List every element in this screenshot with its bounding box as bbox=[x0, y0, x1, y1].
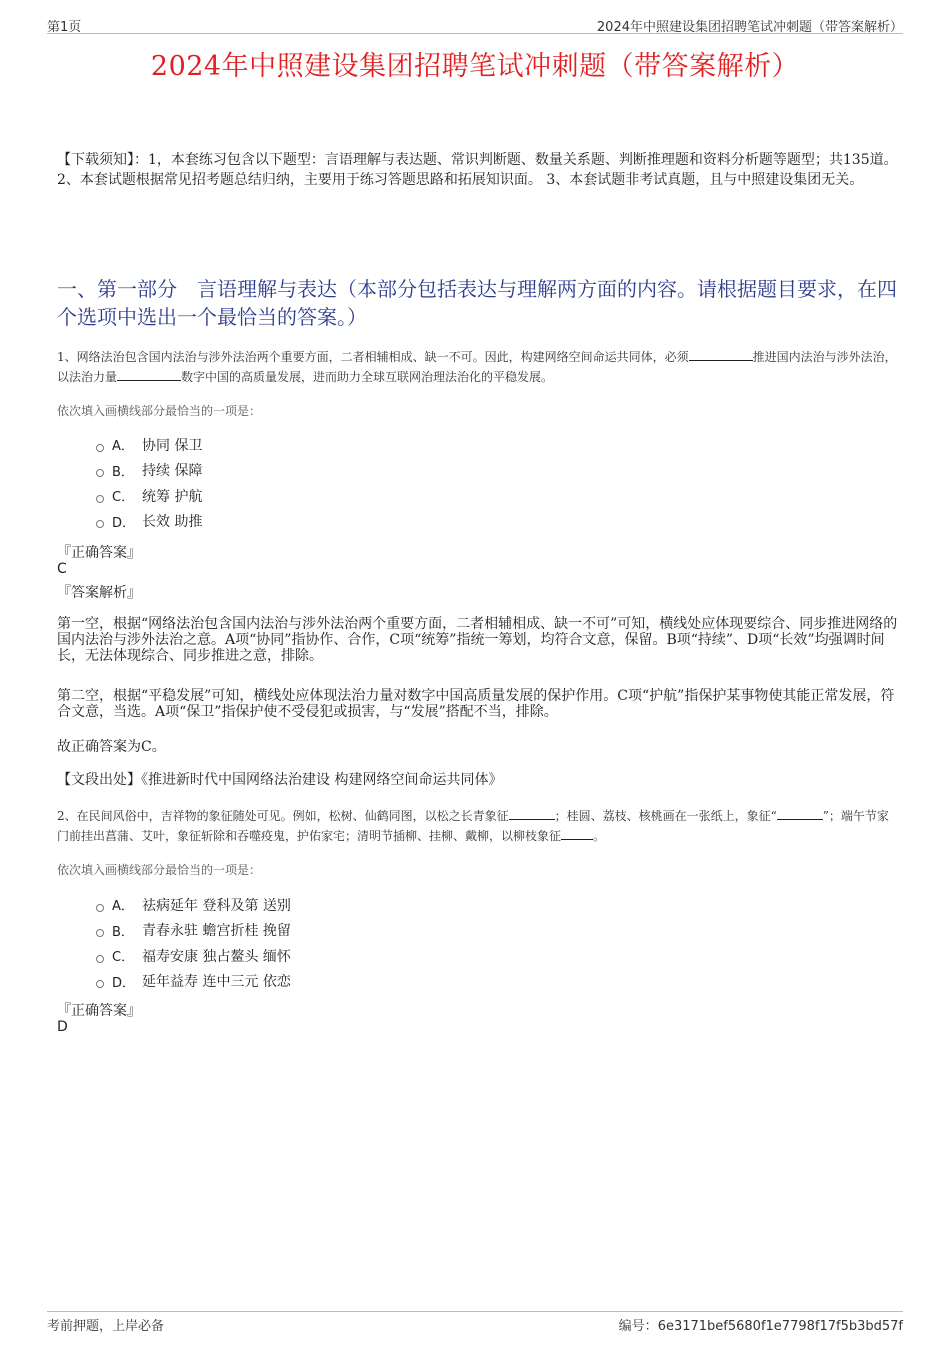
q1-option-d[interactable]: D． 长效 助推 bbox=[96, 509, 202, 535]
q1-stem-part-a: 1、网络法治包含国内法治与涉外法治两个重要方面，二者相辅相成、缺一不可。因此，构建网络空间命运共同体，必须 bbox=[57, 350, 689, 364]
q1-answer-label: 『正确答案』 bbox=[57, 545, 141, 561]
download-notice: 【下载须知】：1，本套练习包含以下题型：言语理解与表达题、常识判断题、数量关系题、判断推理题和资料分析题等题型；共135道。 2、本套试题根据常见招考题总结归纳，主要用于练习答题思路和拓展知识面。 3、本套试题非考试真题，且与中照建设集团无关。 bbox=[57, 152, 898, 188]
q2-answer: D bbox=[57, 1019, 68, 1035]
q1-stem-part-b: 推进国内法治与涉外法治，以法治力量 bbox=[57, 350, 897, 384]
radio-icon[interactable] bbox=[96, 904, 104, 912]
radio-icon[interactable] bbox=[96, 444, 104, 452]
section-heading: 一、第一部分 言语理解与表达（本部分包括表达与理解两方面的内容。请根据题目要求，在四个选项中选出一个最恰当的答案。） bbox=[57, 277, 897, 329]
q1-analysis-paragraph-1: 第一空，根据“网络法治包含国内法治与涉外法治两个重要方面，二者相辅相成、缺一不可”可知，横线处应体现要综合、同步推进网络的国内法治与涉外法治之意。A项“协同”指协作、合作，C项“统筹”指统一筹划，均符合文意，保留。B项“持续”、D项“长效”均强调时间长，无法体现综合、同步推进之意，排除。 bbox=[57, 616, 898, 664]
footer-slogan: 考前押题，上岸必备 bbox=[47, 1319, 165, 1334]
question-2-stem bbox=[57, 806, 898, 846]
q2-stem-part-d: 。 bbox=[593, 829, 606, 843]
q1-analysis-paragraph-2: 第二空，根据“平稳发展”可知，横线处应体现法治力量对数字中国高质量发展的保护作用。C项“护航”指保护某事物使其能正常发展，符合文意，当选。A项“保卫”指保护使不受侵犯或损害，与“发展”搭配不当，排除。 bbox=[57, 688, 895, 720]
q2-option-c[interactable]: C． 福寿安康 独占鳌头 缅怀 bbox=[96, 943, 291, 969]
q1-answer: C bbox=[57, 561, 67, 577]
doc-id-code: 6e3171bef5680f1e7798f17f5b3bd57f bbox=[657, 1319, 903, 1334]
q1-source: 【文段出处】《推进新时代中国网络法治建设 构建网络空间命运共同体》 bbox=[57, 772, 503, 788]
q2-option-d[interactable]: D． 延年益寿 连中三元 依恋 bbox=[96, 969, 291, 995]
q1-conclusion: 故正确答案为C。 bbox=[57, 739, 166, 755]
radio-icon[interactable] bbox=[96, 929, 104, 937]
radio-icon[interactable] bbox=[96, 469, 104, 477]
q2-stem-part-a: 2、在民间风俗中，吉祥物的象征随处可见。例如，松树、仙鹤同图，以松之长青象征 bbox=[57, 809, 509, 823]
q2-option-a[interactable]: A． 祛病延年 登科及第 送别 bbox=[96, 892, 291, 918]
q1-analysis-label: 『答案解析』 bbox=[57, 585, 141, 601]
q2-prompt: 依次填入画横线部分最恰当的一项是： bbox=[57, 863, 262, 877]
q2-option-b[interactable]: B． 青春永驻 蟾宫折桂 挽留 bbox=[96, 918, 291, 944]
q1-blank-2 bbox=[117, 368, 181, 381]
radio-icon[interactable] bbox=[96, 980, 104, 988]
doc-id-label: 编号： bbox=[618, 1319, 658, 1334]
q1-option-a[interactable]: A． 协同 保卫 bbox=[96, 432, 202, 458]
q2-stem-part-c: ”；端午节家门前挂出菖蒲、艾叶，象征斩除和吞噬疫鬼，护佑家宅；清明节插柳、挂柳、戴柳，以柳枝象征 bbox=[57, 809, 889, 843]
header-divider bbox=[47, 33, 903, 34]
header-doc-title: 2024年中照建设集团招聘笔试冲刺题（带答案解析） bbox=[596, 20, 903, 35]
radio-icon[interactable] bbox=[96, 520, 104, 528]
q1-stem-part-c: 数字中国的高质量发展，进而助力全球互联网治理法治化的平稳发展。 bbox=[181, 370, 554, 384]
q1-option-b[interactable]: B． 持续 保障 bbox=[96, 458, 202, 484]
q2-stem-part-b: ；桂圆、荔枝、核桃画在一张纸上，象征“ bbox=[554, 809, 777, 823]
radio-icon[interactable] bbox=[96, 495, 104, 503]
q2-blank-2 bbox=[777, 807, 823, 820]
radio-icon[interactable] bbox=[96, 955, 104, 963]
q2-options bbox=[96, 892, 291, 994]
q2-blank-3 bbox=[561, 827, 593, 840]
q1-blank-1 bbox=[689, 348, 753, 361]
footer-divider bbox=[47, 1311, 903, 1312]
footer-doc-id bbox=[619, 1315, 903, 1334]
page-number: 第1页 bbox=[47, 20, 82, 35]
q1-options bbox=[96, 432, 202, 534]
q2-blank-1 bbox=[509, 807, 555, 820]
question-1-stem bbox=[57, 347, 898, 387]
q1-option-c[interactable]: C． 统筹 护航 bbox=[96, 483, 202, 509]
q1-prompt: 依次填入画横线部分最恰当的一项是： bbox=[57, 404, 262, 418]
q2-answer-label: 『正确答案』 bbox=[57, 1003, 141, 1019]
page-title: 2024年中照建设集团招聘笔试冲刺题（带答案解析） bbox=[150, 51, 800, 82]
